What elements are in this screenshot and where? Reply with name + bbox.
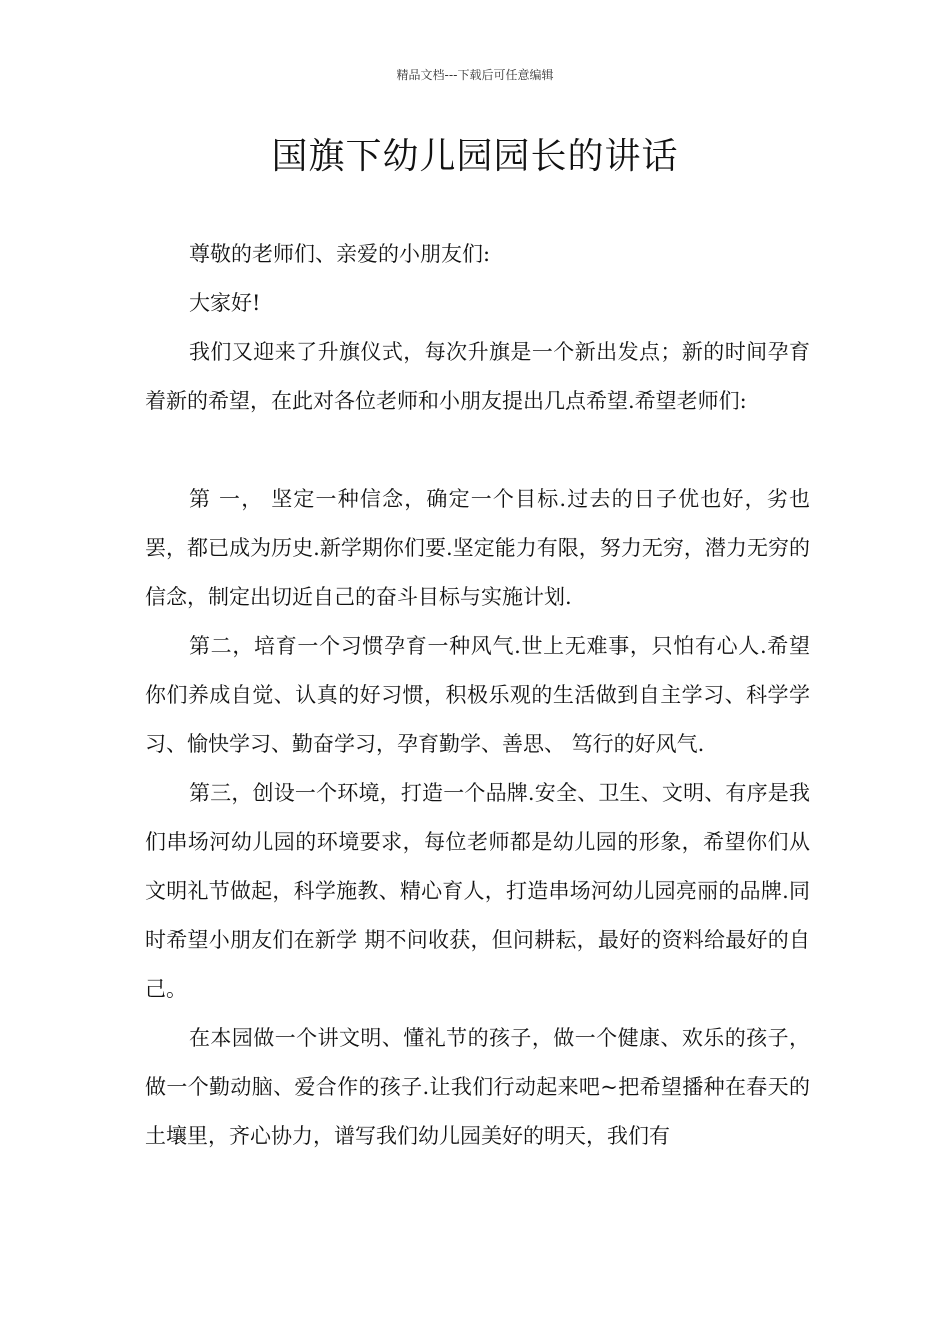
closing-paragraph: 在本园做一个讲文明、懂礼节的孩子，做一个健康、欢乐的孩子，做一个勤动脑、爱合作的孩子.让我们行动起来吧~把希望播种在春天的土壤里，齐心协力，谱写我们幼儿园美好的明天，我们有 (145, 1026, 810, 1148)
salutation: 尊敬的老师们、亲爱的小朋友们: (189, 242, 491, 266)
document-body (145, 230, 810, 1161)
paragraph-gap (145, 426, 810, 475)
header-note: 精品文档---下载后可任意编辑 (396, 68, 554, 82)
intro-paragraph: 我们又迎来了升旗仪式，每次升旗是一个新出发点；新的时间孕育着新的希望，在此对各位老师和小朋友提出几点希望.希望老师们: (145, 340, 810, 413)
point-two-paragraph: 第二，培育一个习惯孕育一种风气.世上无难事，只怕有心人.希望你们养成自觉、认真的好习惯，积极乐观的生活做到自主学习、科学学习、愉快学习、勤奋学习，孕育勤学、善思、 笃行的好风气. (145, 634, 810, 756)
point-one-paragraph: 第 一， 坚定一种信念，确定一个目标.过去的日子优也好，劣也罢，都已成为历史.新学期你们要.坚定能力有限，努力无穷，潜力无穷的信念，制定出切近自己的奋斗目标与实施计划. (145, 487, 810, 609)
point-three-paragraph: 第三，创设一个环境，打造一个品牌.安全、卫生、文明、有序是我们串场河幼儿园的环境要求，每位老师都是幼儿园的形象，希望你们从文明礼节做起，科学施教、精心育人，打造串场河幼儿园亮丽的品牌.同时希望小朋友们在新学 期不问收获，但问耕耘，最好的资料给最好的自己。 (145, 781, 810, 1001)
greeting: 大家好! (189, 291, 261, 315)
document-title: 国旗下幼儿园园长的讲话 (271, 136, 679, 177)
